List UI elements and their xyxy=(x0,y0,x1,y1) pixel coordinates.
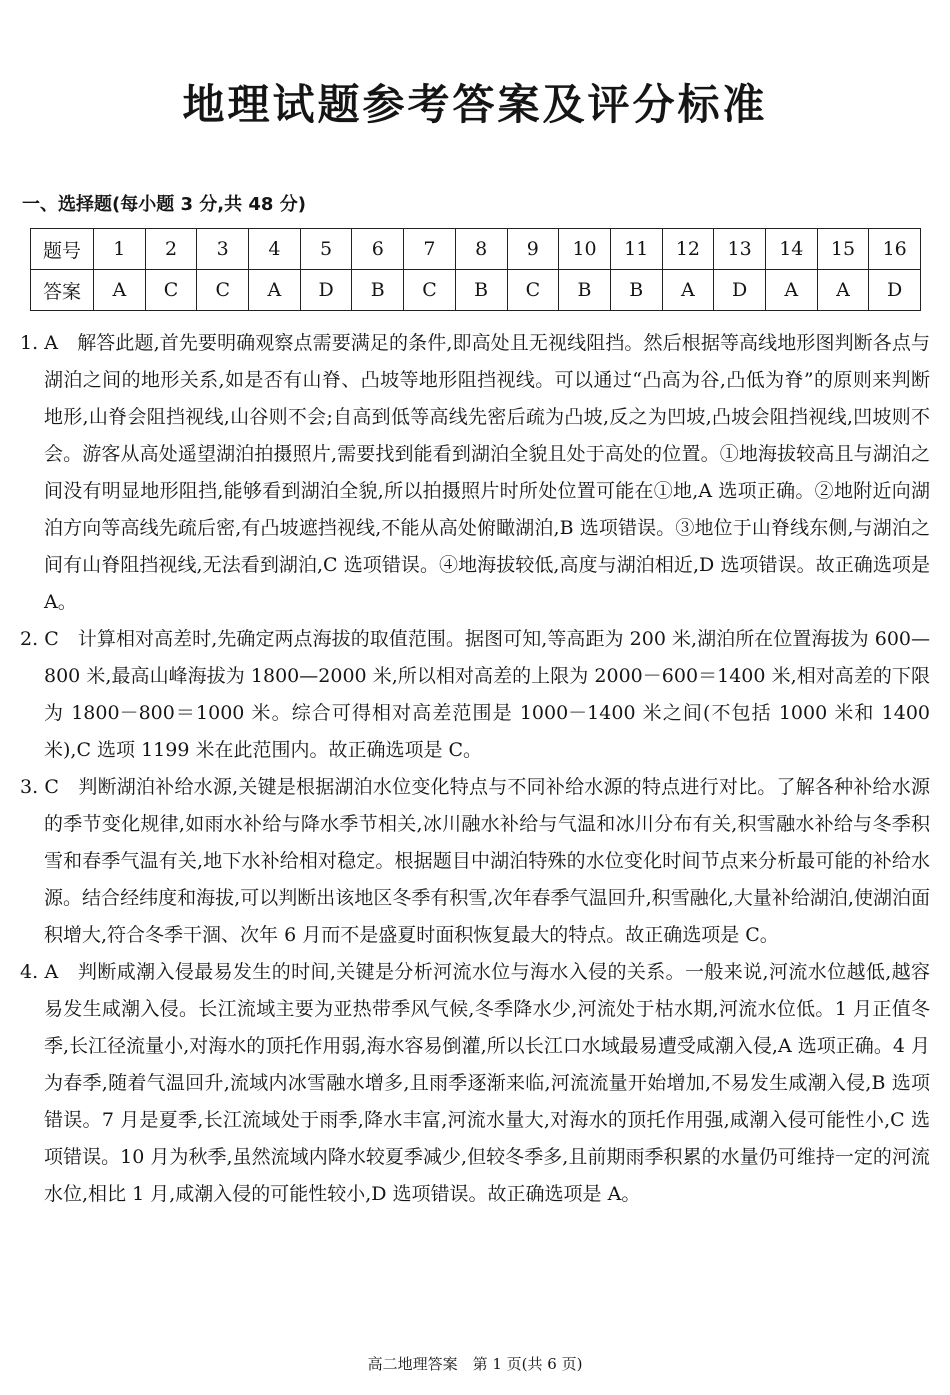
question-number: 6 xyxy=(352,229,404,270)
explanation-3: 3. C 判断湖泊补给水源,关键是根据湖泊水位变化特点与不同补给水源的特点进行对比。了解各种补给水源的季节变化规律,如雨水补给与降水季节相关,冰川融水补给与气温和冰川分布有关,积雪融水补给与冬季积雪和春季气温有关,地下水补给相对稳定。根据题目中湖泊特殊的水位变化时间节点来分析最可能的补给水源。结合经纬度和海拔,可以判断出该地区冬季有积雪,次年春季气温回升,积雪融化,大量补给湖泊,使湖泊面积增大,符合冬季干涸、次年 6 月而不是盛夏时面积恢复最大的特点。故正确选项是 C。 xyxy=(20,776,930,946)
answer-cell: C xyxy=(145,270,197,311)
explanation-2: 2. C 计算相对高差时,先确定两点海拔的取值范围。据图可知,等高距为 200 米,湖泊所在位置海拔为 600—800 米,最高山峰海拔为 1800—2000 米,所以相对高差的上限为 2000－600＝1400 米,相对高差的下限为 1800－800＝1000 米。综合可得相对高差范围是 1000－1400 米之间(不包括 1000 米和 1400 米),C 选项 1199 米在此范围内。故正确选项是 C。 xyxy=(20,628,930,761)
answer-cell: B xyxy=(610,270,662,311)
question-number: 10 xyxy=(559,229,611,270)
explanations xyxy=(20,325,930,1213)
answer-cell: A xyxy=(765,270,817,311)
question-number: 13 xyxy=(714,229,766,270)
answer-cell: D xyxy=(869,270,921,311)
question-number: 1 xyxy=(94,229,146,270)
question-number: 7 xyxy=(404,229,456,270)
row-label-number: 题号 xyxy=(31,229,94,270)
answer-cell: C xyxy=(507,270,559,311)
question-number: 12 xyxy=(662,229,714,270)
answer-cell: D xyxy=(714,270,766,311)
table-row-answers xyxy=(31,270,921,311)
question-number: 8 xyxy=(455,229,507,270)
answer-cell: B xyxy=(352,270,404,311)
question-number: 14 xyxy=(765,229,817,270)
question-number: 9 xyxy=(507,229,559,270)
question-number: 2 xyxy=(145,229,197,270)
question-number: 11 xyxy=(610,229,662,270)
section-heading-choice: 一、选择题(每小题 3 分,共 48 分) xyxy=(22,194,306,215)
question-number: 4 xyxy=(249,229,301,270)
answer-cell: D xyxy=(300,270,352,311)
row-label-answer: 答案 xyxy=(31,270,94,311)
page-title: 地理试题参考答案及评分标准 xyxy=(182,80,768,129)
explanation-1: 1. A 解答此题,首先要明确观察点需要满足的条件,即高处且无视线阻挡。然后根据等高线地形图判断各点与湖泊之间的地形关系,如是否有山脊、凸坡等地形阻挡视线。可以通过“凸高为谷,凸低为脊”的原则来判断地形,山脊会阻挡视线,山谷则不会;自高到低等高线先密后疏为凸坡,反之为凹坡,凸坡会阻挡视线,凹坡则不会。游客从高处遥望湖泊拍摄照片,需要找到能看到湖泊全貌且处于高处的位置。①地海拔较高且与湖泊之间没有明显地形阻挡,能够看到湖泊全貌,所以拍摄照片时所处位置可能在①地,A 选项正确。②地附近向湖泊方向等高线先疏后密,有凸坡遮挡视线,不能从高处俯瞰湖泊,B 选项错误。③地位于山脊线东侧,与湖泊之间有山脊阻挡视线,无法看到湖泊,C 选项错误。④地海拔较低,高度与湖泊相近,D 选项错误。故正确选项是 A。 xyxy=(20,332,930,613)
answer-cell: A xyxy=(662,270,714,311)
table-row-numbers xyxy=(31,229,921,270)
answer-cell: B xyxy=(559,270,611,311)
explanation-4: 4. A 判断咸潮入侵最易发生的时间,关键是分析河流水位与海水入侵的关系。一般来说,河流水位越低,越容易发生咸潮入侵。长江流域主要为亚热带季风气候,冬季降水少,河流处于枯水期,河流水位低。1 月正值冬季,长江径流量小,对海水的顶托作用弱,海水容易倒灌,所以长江口水域最易遭受咸潮入侵,A 选项正确。4 月为春季,随着气温回升,流域内冰雪融水增多,且雨季逐渐来临,河流流量开始增加,不易发生咸潮入侵,B 选项错误。7 月是夏季,长江流域处于雨季,降水丰富,河流水量大,对海水的顶托作用强,咸潮入侵可能性小,C 选项错误。10 月为秋季,虽然流域内降水较夏季减少,但较冬季多,且前期雨季积累的水量仍可维持一定的河流水位,相比 1 月,咸潮入侵的可能性较小,D 选项错误。故正确选项是 A。 xyxy=(20,961,930,1205)
answer-cell: A xyxy=(94,270,146,311)
answer-cell: B xyxy=(455,270,507,311)
answer-cell: C xyxy=(197,270,249,311)
page-footer: 高二地理答案 第 1 页(共 6 页) xyxy=(367,1355,583,1373)
answer-cell: C xyxy=(404,270,456,311)
question-number: 16 xyxy=(869,229,921,270)
answer-cell: A xyxy=(249,270,301,311)
answer-table xyxy=(30,228,921,311)
answer-cell: A xyxy=(817,270,869,311)
question-number: 3 xyxy=(197,229,249,270)
question-number: 5 xyxy=(300,229,352,270)
question-number: 15 xyxy=(817,229,869,270)
